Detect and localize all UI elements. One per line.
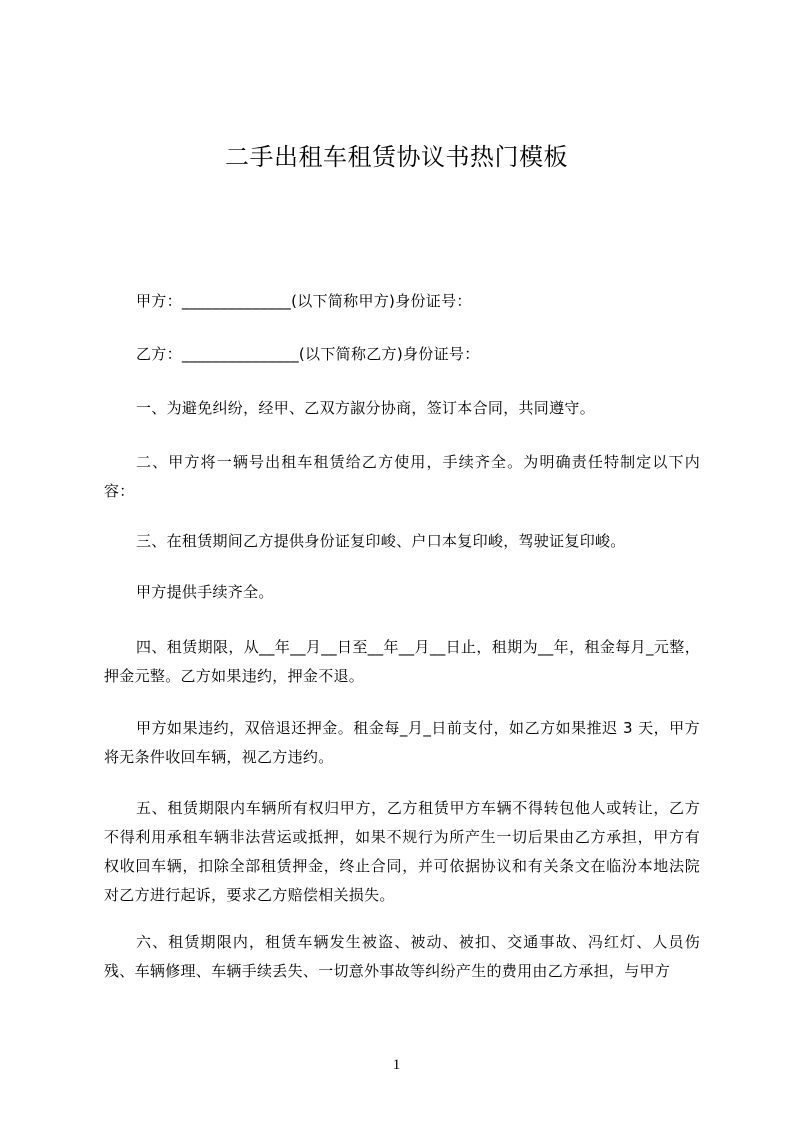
document-title: 二手出租车租赁协议书热门模板 [225,143,568,171]
clause-5: 五、租赁期限内车辆所有权归甲方，乙方租赁甲方车辆不得转包他人或转让，乙方不得利用承租车辆非法营运或抵押，如果不规行为所产生一切后果由乙方承担，甲方有权收回车辆，扣除全部租赁押金，终止合同，并可依据协议和有关条文在临汾本地法院对乙方进行起诉，要求乙方赔偿相关损失。 [104,799,700,904]
clause-4-note: 甲方如果违约，双倍退还押金。租金每_月_日前支付，如乙方如果推迟 3 天，甲方将无条件收回车辆，视乙方违约。 [104,719,700,766]
clause-2: 二、甲方将一辆号出租车租赁给乙方使用，手续齐全。为明确责任特制定以下内容： [104,453,700,500]
page-number: 1 [392,1057,401,1073]
clause-3-note: 甲方提供手续齐全。 [136,583,274,601]
party-a-line: 甲方：______________(以下简称甲方)身份证号： [136,292,472,310]
party-b-line: 乙方：_______________(以下简称乙方)身份证号： [136,345,480,363]
clause-6: 六、租赁期限内，租赁车辆发生被盗、被动、被扣、交通事故、冯红灯、人员伤残、车辆修理、车辆手续丢失、一切意外事故等纠纷产生的费用由乙方承担，与甲方 [104,933,700,980]
clause-3: 三、在租赁期间乙方提供身份证复印峻、户口本复印峻，驾驶证复印峻。 [136,532,626,550]
clause-4: 四、租赁期限，从__年__月__日至__年__月__日止，租期为__年，租金每月_元整，押金元整。乙方如果违约，押金不退。 [104,638,700,685]
clause-1: 一、为避免纠纷，经甲、乙双方諔分协商，签订本合同，共同遵守。 [136,399,596,417]
